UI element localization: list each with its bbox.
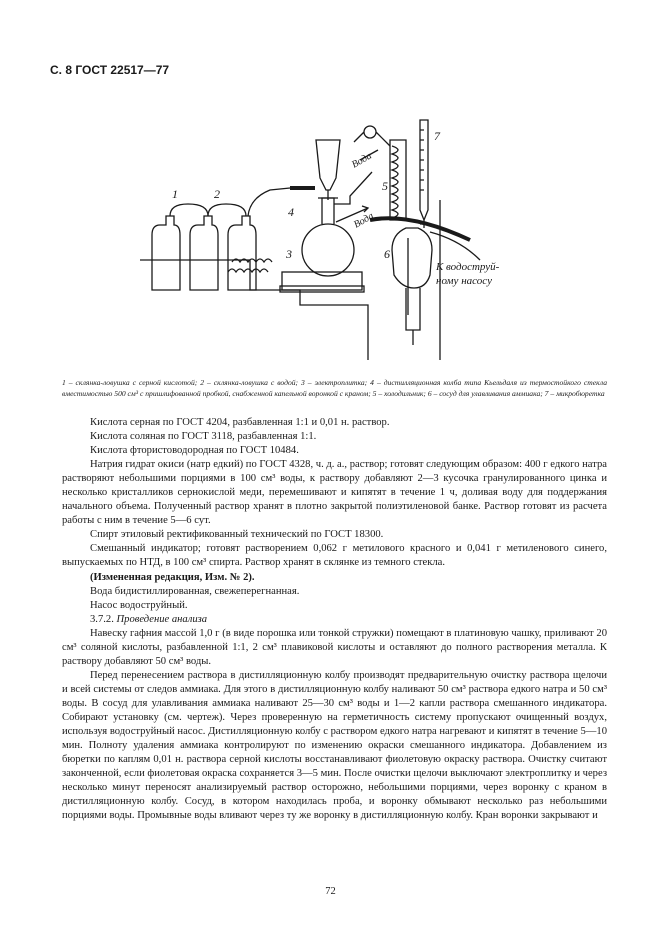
paragraph: Натрия гидрат окиси (натр едкий) по ГОСТ 4328, ч. д. а., раствор; готовят следующим образом: 400 г едкого натра растворяют небольшими порциями в 100 см³ воды, к раствору добавляют 2—3 кусочка гранулированного цинка и несколько кристалликов сернокислой меди, перемешивают и кипятят в течение 1 ч, доливая воду для поддержания начального объема. Полученный раствор хранят в плотно закрытой полиэтиленовой банке. Раствор готовят из расчета работы с ним в течение 5—6 сут. [62,459,607,527]
label-pump-line1: К водоструй- [436,261,500,273]
callout-3: 3 [286,247,292,261]
label-water-top: Вода [350,150,374,171]
callout-7: 7 [434,129,440,143]
amendment-note: (Измененная редакция, Изм. № 2). [90,571,255,583]
paragraph: Кислота соляная по ГОСТ 3118, разбавленная 1:1. [90,431,317,443]
apparatus-figure [140,100,540,360]
paragraph: Спирт этиловый ректификованный технический по ГОСТ 18300. [90,529,384,541]
paragraph: Навеску гафния массой 1,0 г (в виде порошка или тонкой стружки) помещают в платиновую чашку, приливают 20 см³ соляной кислоты, разбавленной 1:1, 2 см³ плавиковой кислоты и оставляют до полного растворения металла. К раствору добавляют 50 см³ воды. [62,627,607,667]
section-number: 3.7.2. [90,613,114,625]
paragraph: Кислота серная по ГОСТ 4204, разбавленная 1:1 и 0,01 н. раствор. [90,417,390,428]
page-number: 72 [325,886,336,897]
section-heading [62,613,607,627]
paragraph: Смешанный индикатор; готовят растворением 0,062 г метилового красного и 0,041 г метиленового синего, выпускаемых по НТД, в 100 см³ спирта. Раствор хранят в склянке из темного стекла. [62,543,607,569]
callout-4: 4 [288,205,294,219]
callout-2: 2 [214,187,220,201]
callout-5: 5 [382,179,388,193]
label-water-bottom: Вода [352,210,376,231]
callout-1: 1 [172,187,178,201]
paragraph: Перед перенесением раствора в дистилляционную колбу производят предварительную очистку раствора щелочи и всей системы от следов аммиака. Для этого в дистилляционную колбу наливают 50 см³ раствора едкого натра и 50 см³ воды. В сосуд для улавливания аммиака наливают 25—30 см³ воды и 1—2 капли раствора смешанного индикатора. Собирают установку (см. чертеж). Через проверенную на герметичность систему пропускают очищенный воздух, используя водоструйный насос. Дистилляционную колбу с раствором едкого натра нагревают и кипятят в течение 5—10 мин. Полноту удаления аммиака контролируют по изменению окраски смешанного индикатора. Добавлением из бюретки по каплям 0,01 н. раствора серной кислоты восстанавливают фиолетовую окраску раствора. Очистку считают законченной, если фиолетовая окраска сохраняется 3—5 мин. После очистки щелочи выключают электроплитку и через несколько минут переносят анализируемый раствор осторожно, небольшими порциями, через воронку с краном в дистилляционную колбу. Сосуд, в котором находилась проба, и воронку обмывают несколько раз небольшими порциями воды. Промывные воды вливают через ту же воронку в дистилляционную колбу. Кран воронки закрывают и [62,669,607,822]
paragraph: Вода бидистиллированная, свежеперегнанная. [90,585,300,597]
label-pump-line2: ному насосу [436,275,492,287]
figure-caption: 1 – склянка-ловушка с серной кислотой; 2 – склянка-ловушка с водой; 3 – электроплитка; 4 – дистилляционная колба типа Кьельдаля из термостойкого стекла вместимостью 500 см³ с пришлифованной пробкой, снабженной капельной воронкой с краном; 5 – холодильник; 6 – сосуд для улавливания аммиака; 7 – микробюретка [62,378,607,398]
body-text [62,416,607,823]
page-header: С. 8 ГОСТ 22517—77 [50,63,170,77]
paragraph: Насос водоструйный. [90,599,188,611]
callout-6: 6 [384,247,390,261]
paragraph: Кислота фтористоводородная по ГОСТ 10484. [90,445,299,457]
section-title: Проведение анализа [116,613,208,625]
